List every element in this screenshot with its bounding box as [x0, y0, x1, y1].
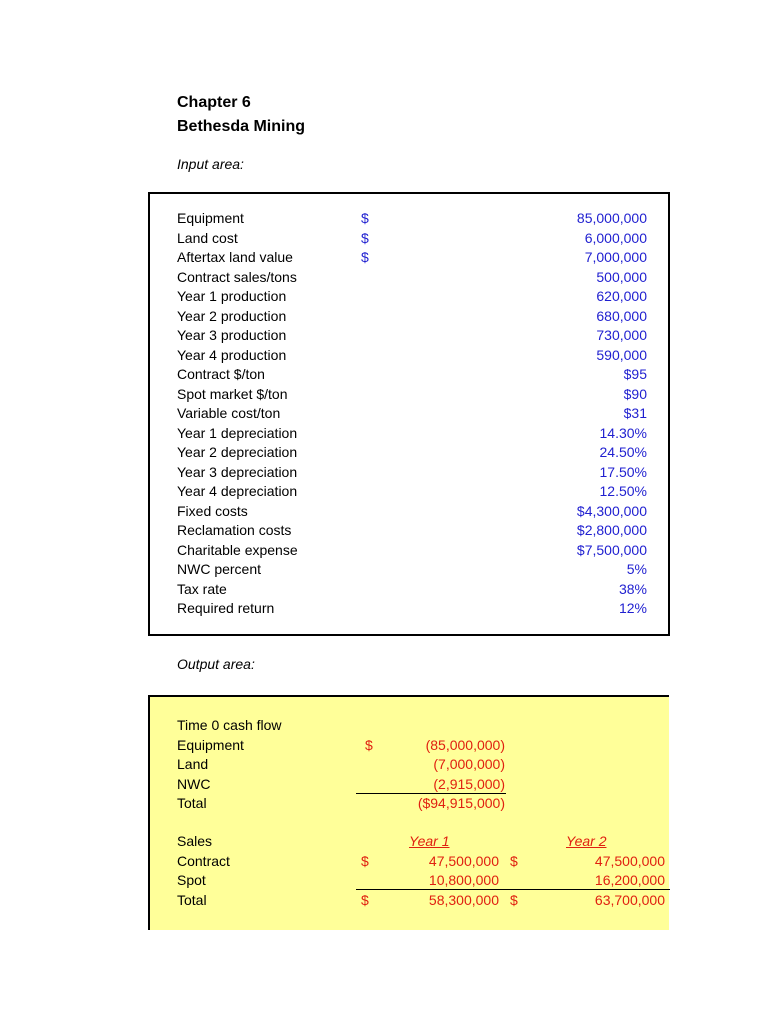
- time0-row: [177, 794, 505, 814]
- time0-label: Equipment: [177, 736, 244, 753]
- input-row: [177, 424, 647, 444]
- input-label: Year 1 production: [177, 288, 287, 304]
- sales-year2-value: 16,200,000: [594, 872, 665, 888]
- input-value: 500,000: [596, 268, 647, 285]
- input-label: Year 2 depreciation: [177, 444, 298, 460]
- sales-year2-value: 63,700,000: [594, 891, 665, 908]
- input-currency: $: [361, 249, 369, 265]
- input-label: Year 4 production: [177, 346, 287, 363]
- input-area-label: Input area:: [177, 156, 244, 172]
- year-1-header: Year 1: [409, 833, 450, 849]
- time0-total-rule: [356, 793, 506, 794]
- input-label: Required return: [177, 600, 275, 616]
- input-value: $31: [623, 405, 647, 421]
- input-row: [177, 502, 647, 522]
- input-label: Year 3 depreciation: [177, 463, 298, 480]
- input-label: Aftertax land value: [177, 249, 293, 265]
- year-2-header: Year 2: [566, 833, 607, 849]
- input-label: Tax rate: [177, 580, 227, 597]
- input-row: [177, 599, 647, 619]
- input-row: [177, 326, 647, 346]
- input-label: Year 4 depreciation: [177, 483, 298, 499]
- input-row: [177, 463, 647, 483]
- sales-year1-currency: $: [361, 891, 369, 908]
- input-label: Year 1 depreciation: [177, 424, 298, 441]
- input-value: 24.50%: [599, 444, 647, 460]
- input-value: $7,500,000: [576, 541, 647, 558]
- time0-row: [177, 775, 505, 795]
- input-label: Year 3 production: [177, 327, 287, 343]
- input-value: 12.50%: [599, 483, 647, 499]
- chapter-title: Chapter 6: [177, 94, 251, 111]
- input-label: Contract sales/tons: [177, 268, 297, 285]
- time0-value: ($94,915,000): [417, 795, 505, 811]
- output-area-label: Output area:: [177, 656, 255, 672]
- sales-row: [177, 871, 665, 891]
- input-row: [177, 209, 647, 229]
- time0-label: Total: [177, 795, 207, 811]
- input-value: 7,000,000: [584, 249, 647, 265]
- input-row: [177, 346, 647, 366]
- input-label: Equipment: [177, 210, 244, 226]
- input-value: 730,000: [596, 327, 647, 343]
- time0-label: Land: [177, 756, 209, 772]
- input-value: $4,300,000: [576, 502, 647, 519]
- sales-label: Contract: [177, 852, 230, 869]
- input-value: 620,000: [596, 288, 647, 304]
- sales-year2-currency: $: [510, 852, 518, 869]
- time0-row: [177, 736, 505, 756]
- input-value: 12%: [618, 600, 647, 616]
- input-label: Contract $/ton: [177, 366, 265, 382]
- time0-value: (2,915,000): [433, 775, 505, 792]
- input-label: Charitable expense: [177, 541, 298, 558]
- input-value: $90: [623, 385, 647, 402]
- input-label: NWC percent: [177, 561, 262, 577]
- time0-value: (7,000,000): [433, 756, 505, 772]
- sales-year2-value: 47,500,000: [594, 852, 665, 869]
- sales-year1-value: 10,800,000: [428, 872, 499, 888]
- input-row: [177, 248, 647, 268]
- input-row: [177, 307, 647, 327]
- time0-row: [177, 755, 505, 775]
- time0-label: NWC: [177, 775, 211, 792]
- input-row: [177, 580, 647, 600]
- sales-row: [177, 852, 665, 872]
- input-area-box: [148, 192, 670, 636]
- company-title: Bethesda Mining: [177, 118, 306, 135]
- input-value: 14.30%: [599, 424, 647, 441]
- sales-year2-currency: $: [510, 891, 518, 908]
- input-row: [177, 521, 647, 541]
- input-label: Reclamation costs: [177, 522, 292, 538]
- input-value: 680,000: [596, 307, 647, 324]
- input-value: 38%: [618, 580, 647, 597]
- input-label: Variable cost/ton: [177, 405, 281, 421]
- sales-year1-value: 58,300,000: [428, 891, 499, 908]
- output-area-box: Time 0 cash flow Equipment $ (85,000,000) Land (7,000,000) NWC (2,915,000) Total ($94,915,000) Sales Year 1 Year 2 Contract $ 47,500,000 $ 47,500,000 Spot 10,800,000 16,200,000 Total $ 58,300,000 $ 63,700,000: [148, 695, 669, 930]
- sales-row: [177, 891, 665, 911]
- input-value: $95: [623, 366, 647, 382]
- input-label: Fixed costs: [177, 502, 248, 519]
- input-label: Year 2 production: [177, 307, 287, 324]
- time0-value: (85,000,000): [425, 736, 505, 753]
- input-row: [177, 365, 647, 385]
- sales-year1-currency: $: [361, 852, 369, 869]
- input-value: 5%: [626, 561, 647, 577]
- sales-year1-value: 47,500,000: [428, 852, 499, 869]
- input-row: [177, 404, 647, 424]
- input-row: [177, 541, 647, 561]
- input-row: [177, 268, 647, 288]
- input-row: [177, 287, 647, 307]
- sales-label: Spot: [177, 872, 206, 888]
- input-currency: $: [361, 229, 369, 246]
- input-label: Land cost: [177, 229, 238, 246]
- input-row: [177, 229, 647, 249]
- input-currency: $: [361, 210, 369, 226]
- input-value: 6,000,000: [584, 229, 647, 246]
- input-row: [177, 385, 647, 405]
- input-value: 590,000: [596, 346, 647, 363]
- sales-label: Total: [177, 891, 207, 908]
- input-value: 85,000,000: [576, 210, 647, 226]
- input-value: $2,800,000: [576, 522, 647, 538]
- time0-currency: $: [365, 736, 373, 753]
- input-value: 17.50%: [599, 463, 647, 480]
- input-row: [177, 560, 647, 580]
- input-row: [177, 482, 647, 502]
- input-label: Spot market $/ton: [177, 385, 288, 402]
- sales-total-rule: [356, 889, 670, 890]
- input-row: [177, 443, 647, 463]
